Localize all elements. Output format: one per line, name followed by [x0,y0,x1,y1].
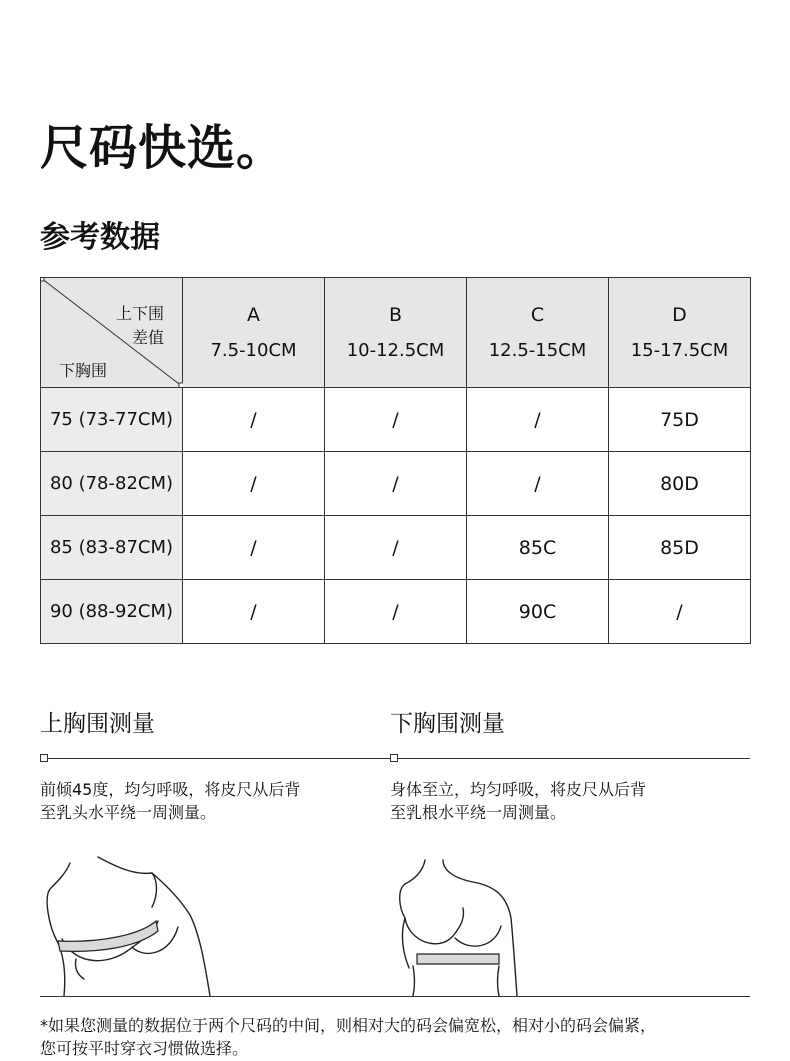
size-cell: 90C [467,580,609,644]
size-cell: / [467,452,609,516]
cup-letter: D [672,303,687,326]
table-row [41,580,751,644]
band-size-cell: 85 (83-87CM) [41,516,183,580]
cup-range: 10-12.5CM [346,339,445,361]
size-cell: / [467,388,609,452]
size-cell: 75D [609,388,751,452]
corner-label-bottom: 下胸围 [59,361,108,380]
under-bust-divider [394,758,750,759]
size-cell: / [183,388,325,452]
column-header-d [609,278,751,388]
description-line: 至乳头水平绕一周测量。 [40,803,217,822]
cup-letter: C [530,303,545,326]
section-subtitle: 参考数据 [40,220,160,255]
upper-bust-description [40,778,300,824]
divider-marker [40,754,48,762]
cup-range: 12.5-15CM [488,339,587,361]
bottom-divider [40,996,750,997]
corner-label-top: 上下围 [115,304,164,323]
footnote-line: 您可按平时穿衣习惯做选择。 [40,1039,249,1058]
band-size-cell: 75 (73-77CM) [41,388,183,452]
column-header-c [467,278,609,388]
under-bust-description [390,778,646,824]
corner-label-middle: 差值 [131,328,164,347]
table-row [41,452,751,516]
description-line: 前倾45度，均匀呼吸，将皮尺从后背 [40,780,301,799]
upper-bust-divider [44,758,390,759]
column-header-b [325,278,467,388]
size-cell: / [325,516,467,580]
band-size-cell: 90 (88-92CM) [41,580,183,644]
upper-bust-title: 上胸围测量 [40,711,155,737]
table-corner-cell [41,278,183,388]
upper-bust-illustration [40,855,240,996]
cup-letter: B [388,303,403,326]
table-row [41,516,751,580]
description-line: 身体至立，均匀呼吸，将皮尺从后背 [390,780,647,799]
table-header-row [41,278,751,388]
table-row [41,388,751,452]
cup-range: 15-17.5CM [630,339,729,361]
size-cell: / [325,388,467,452]
size-cell: / [609,580,751,644]
size-cell: / [183,452,325,516]
size-cell: 85D [609,516,751,580]
footnote [40,1014,760,1060]
band-size-cell: 80 (78-82CM) [41,452,183,516]
cup-letter: A [247,303,260,326]
size-cell: / [325,452,467,516]
size-cell: 85C [467,516,609,580]
size-cell: 80D [609,452,751,516]
size-table [40,277,751,644]
divider-marker [390,754,398,762]
footnote-line: *如果您测量的数据位于两个尺码的中间，则相对大的码会偏宽松，相对小的码会偏紧， [40,1016,657,1035]
size-cell: / [183,516,325,580]
size-cell: / [325,580,467,644]
size-cell: / [183,580,325,644]
description-line: 至乳根水平绕一周测量。 [390,803,567,822]
under-bust-title: 下胸围测量 [390,711,505,737]
under-bust-illustration [395,858,535,996]
page-title: 尺码快选。 [40,120,286,176]
column-header-a [183,278,325,388]
cup-range: 7.5-10CM [210,339,297,361]
